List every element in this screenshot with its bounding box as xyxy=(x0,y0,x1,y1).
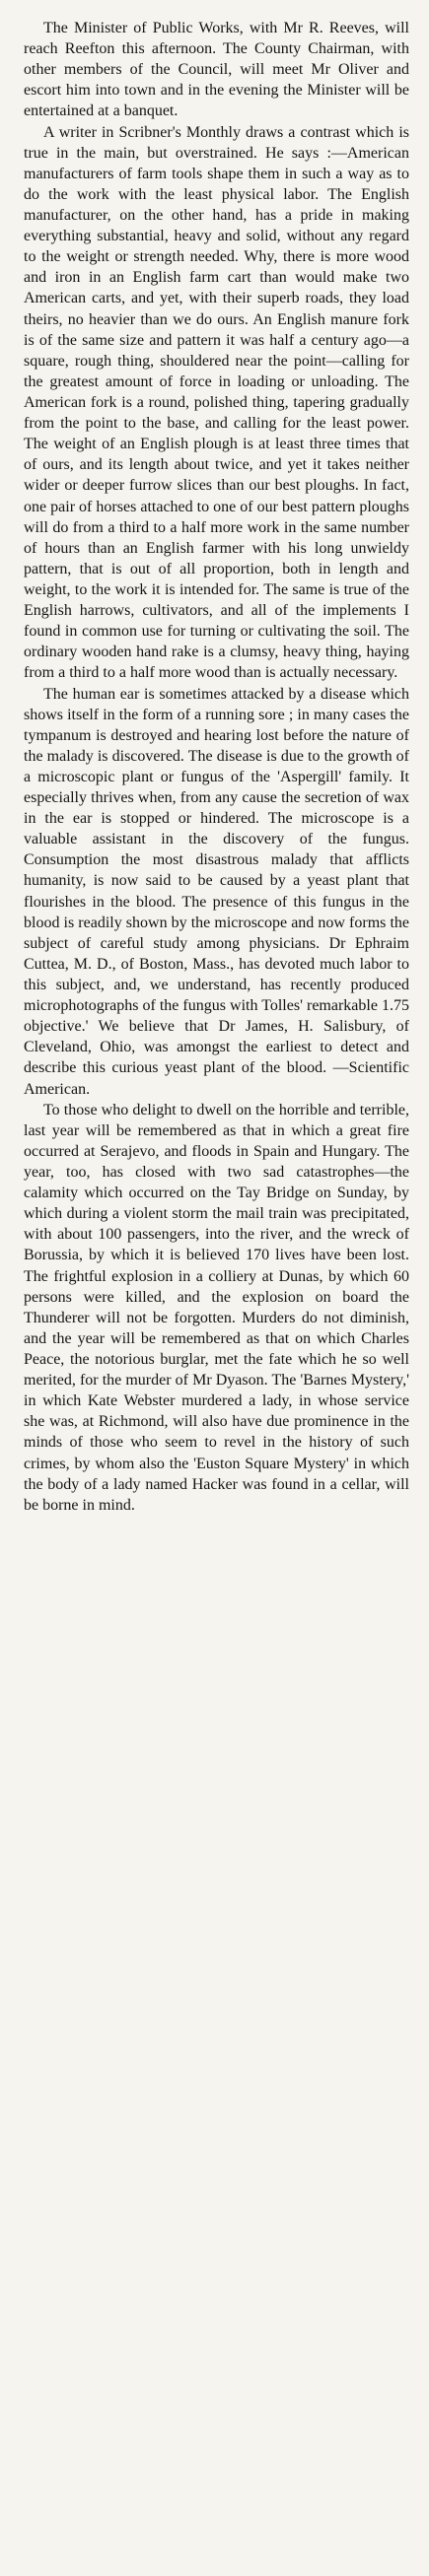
news-paragraph-ear-disease: The human ear is sometimes attacked by a disease which shows itself in the form of a running sore ; in many cases the tympanum is destroyed and hearing lost before the nature of the malady is discovered. The disease is due to the growth of a microscopic plant or fungus of the 'Aspergill' family. It especially thrives when, from any cause the secretion of wax in the ear is stopped or hindered. The microscope is a valuable assistant in the discovery of the fungus. Consumption the most disastrous malady that afflicts humanity, is now said to be caused by a yeast plant that flourishes in the blood. The presence of this fungus in the blood is readily shown by the microscope and now forms the subject of careful study among physicians. Dr Ephraim Cuttea, M. D., of Boston, Mass., has devoted much labor to this subject, and, we understand, has recently produced microphotographs of the fungus with Tolles' remarkable 1.75 objective.' We believe that Dr James, H. Salisbury, of Cleveland, Ohio, was amongst the earliest to detect and describe this curious yeast plant of the blood. —Scientific American. xyxy=(24,685,409,1098)
article-body xyxy=(24,18,409,1516)
news-paragraph-minister: The Minister of Public Works, with Mr R. Reeves, will reach Reefton this afternoon. The County Chairman, with other members of the Council, will meet Mr Oliver and escort him into town and in the evening the Minister will be entertained at a banquet. xyxy=(24,20,409,120)
news-paragraph-year-review: To those who delight to dwell on the horrible and terrible, last year will be remembered as that in which a great fire occurred at Serajevo, and floods in Spain and Hungary. The year, too, has closed with two sad catastrophes—the calamity which occurred on the Tay Bridge on Sunday, by which during a violent storm the mail train was precipitated, with about 100 passengers, into the river, and the wreck of Borussia, by which it is believed 170 lives have been lost. The frightful explosion in a colliery at Dunas, by which 60 persons were killed, and the explosion on board the Thunderer will not be forgotten. Murders do not diminish, and the year will be remembered as that on which Charles Peace, the notorious burglar, met the fate which he so well merited, for the murder of Mr Dyason. The 'Barnes Mystery,' in which Kate Webster murdered a lady, in whose service she was, at Richmond, will also have due prominence in the minds of those who seem to revel in the history of such crimes, by whom also the 'Euston Square Mystery' in which the body of a lady named Hacker was found in a cellar, will be borne in mind. xyxy=(24,1101,409,1514)
news-paragraph-farm-tools: A writer in Scribner's Monthly draws a contrast which is true in the main, but overstrained. He says :—American manufacturers of farm tools shape them in such a way as to do the work with the least physical labor. The English manufacturer, on the other hand, has a pride in making everything substantial, heavy and solid, without any regard to the weight or strength needed. Why, there is more wood and iron in an English farm cart than would make two American carts, and yet, with their superb roads, they load theirs, no heavier than we do ours. An English manure fork is of the same size and pattern it was half a century ago—a square, rough thing, shouldered near the point—calling for the greatest amount of force in loading or unloading. The American fork is a round, polished thing, tapering gradually from the point to the base, and calling for the least power. The weight of an English plough is at least three times that of ours, and its length about twice, and yet it takes neither wider or deeper furrow slices than our best ploughs. In fact, one pair of horses attached to one of our best pattern ploughs will do from a third to a half more work in the same number of hours than an English farmer with his long unwieldy pattern, that is out of all proportion, both in length and weight, to the work it is intended for. The same is true of the English harrows, cultivators, and all of the implements I found in common use for turning or cultivating the soil. The ordinary wooden hand rake is a clumsy, heavy thing, haying from a third to a half more wood than is actually necessary. xyxy=(24,123,409,682)
